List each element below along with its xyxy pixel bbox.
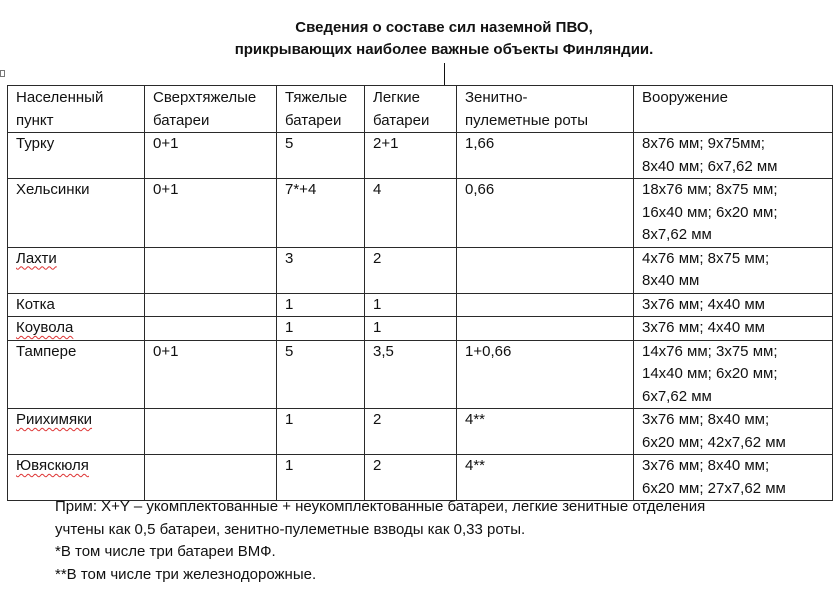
- header-light-batteries: Легкие батареи: [365, 86, 457, 133]
- title-line-1: Сведения о составе сил наземной ПВО,: [295, 19, 593, 36]
- cell-aa-mg: 1+0,66: [457, 340, 634, 409]
- note-line: *В том числе три батареи ВМФ.: [55, 543, 276, 560]
- text-cursor: [444, 63, 445, 85]
- footnotes: [55, 496, 835, 586]
- cell-heavy: 1: [277, 317, 365, 341]
- cell-superheavy: 0+1: [145, 340, 277, 409]
- cell-superheavy: [145, 455, 277, 501]
- cell-light: 4: [365, 179, 457, 248]
- table-move-handle[interactable]: [0, 70, 5, 77]
- header-settlement: Населенный пункт: [8, 86, 145, 133]
- cell-heavy: 5: [277, 340, 365, 409]
- cell-light: 3,5: [365, 340, 457, 409]
- cell-heavy: 1: [277, 293, 365, 317]
- cell-settlement: Хельсинки: [8, 179, 145, 248]
- cell-settlement: [8, 455, 145, 501]
- cell-aa-mg: 4**: [457, 455, 634, 501]
- cell-armament: 3х76 мм; 8х40 мм; 6х20 мм; 27х7,62 мм: [634, 455, 833, 501]
- header-superheavy-batteries: Сверхтяжелые батареи: [145, 86, 277, 133]
- spellcheck-word: Коувола: [16, 319, 74, 336]
- cell-armament: 3х76 мм; 4х40 мм: [634, 317, 833, 341]
- table-row: [8, 179, 833, 248]
- cell-light: 1: [365, 317, 457, 341]
- table-row: [8, 317, 833, 341]
- table-header-row: [8, 86, 833, 133]
- table-row: [8, 340, 833, 409]
- cell-superheavy: [145, 247, 277, 293]
- cell-light: 2: [365, 409, 457, 455]
- cell-superheavy: [145, 409, 277, 455]
- cell-heavy: 5: [277, 133, 365, 179]
- cell-aa-mg: 0,66: [457, 179, 634, 248]
- air-defense-table: [7, 85, 833, 501]
- cell-settlement: Турку: [8, 133, 145, 179]
- header-armament: Вооружение: [634, 86, 833, 133]
- note-line: учтены как 0,5 батареи, зенитно-пулеметные взводы как 0,33 роты.: [55, 520, 526, 538]
- cell-aa-mg: [457, 317, 634, 341]
- cell-heavy: 1: [277, 455, 365, 501]
- cell-light: 2+1: [365, 133, 457, 179]
- table-row: [8, 247, 833, 293]
- table-row: [8, 133, 833, 179]
- cell-settlement: [8, 317, 145, 341]
- cell-armament: 4х76 мм; 8х75 мм; 8х40 мм: [634, 247, 833, 293]
- cell-armament: 3х76 мм; 4х40 мм: [634, 293, 833, 317]
- cell-armament: 3х76 мм; 8х40 мм; 6х20 мм; 42х7,62 мм: [634, 409, 833, 455]
- cell-superheavy: 0+1: [145, 179, 277, 248]
- cell-heavy: 7*+4: [277, 179, 365, 248]
- cell-light: 2: [365, 455, 457, 501]
- cell-superheavy: [145, 293, 277, 317]
- cell-armament: 14х76 мм; 3х75 мм; 14х40 мм; 6х20 мм; 6х7,62 мм: [634, 340, 833, 409]
- cell-armament: 8х76 мм; 9х75мм; 8х40 мм; 6х7,62 мм: [634, 133, 833, 179]
- header-heavy-batteries: Тяжелые батареи: [277, 86, 365, 133]
- cell-superheavy: 0+1: [145, 133, 277, 179]
- cell-superheavy: [145, 317, 277, 341]
- cell-settlement: Котка: [8, 293, 145, 317]
- cell-aa-mg: 1,66: [457, 133, 634, 179]
- spellcheck-word: Риихимяки: [16, 411, 93, 428]
- cell-armament: 18х76 мм; 8х75 мм; 16х40 мм; 6х20 мм; 8х7,62 мм: [634, 179, 833, 248]
- cell-heavy: 3: [277, 247, 365, 293]
- table-row: [8, 409, 833, 455]
- cell-aa-mg: [457, 293, 634, 317]
- header-aa-mg-companies: Зенитно- пулеметные роты: [457, 86, 634, 133]
- cell-settlement: [8, 247, 145, 293]
- note-line: **В том числе три железнодорожные.: [55, 565, 317, 583]
- cell-aa-mg: 4**: [457, 409, 634, 455]
- cell-light: 1: [365, 293, 457, 317]
- table-row: [8, 293, 833, 317]
- cell-light: 2: [365, 247, 457, 293]
- document-title: [0, 17, 838, 61]
- cell-settlement: [8, 409, 145, 455]
- cell-heavy: 1: [277, 409, 365, 455]
- table-row: [8, 455, 833, 501]
- cell-settlement: Тампере: [8, 340, 145, 409]
- title-line-2: прикрывающих наиболее важные объекты Финляндии.: [234, 41, 654, 58]
- spellcheck-word: Лахти: [16, 249, 57, 267]
- cell-aa-mg: [457, 247, 634, 293]
- note-line: Прим: X+Y – укомплектованные + неукомплектованные батареи, легкие зенитные отделения: [55, 498, 706, 515]
- spellcheck-word: Ювяскюля: [16, 457, 89, 474]
